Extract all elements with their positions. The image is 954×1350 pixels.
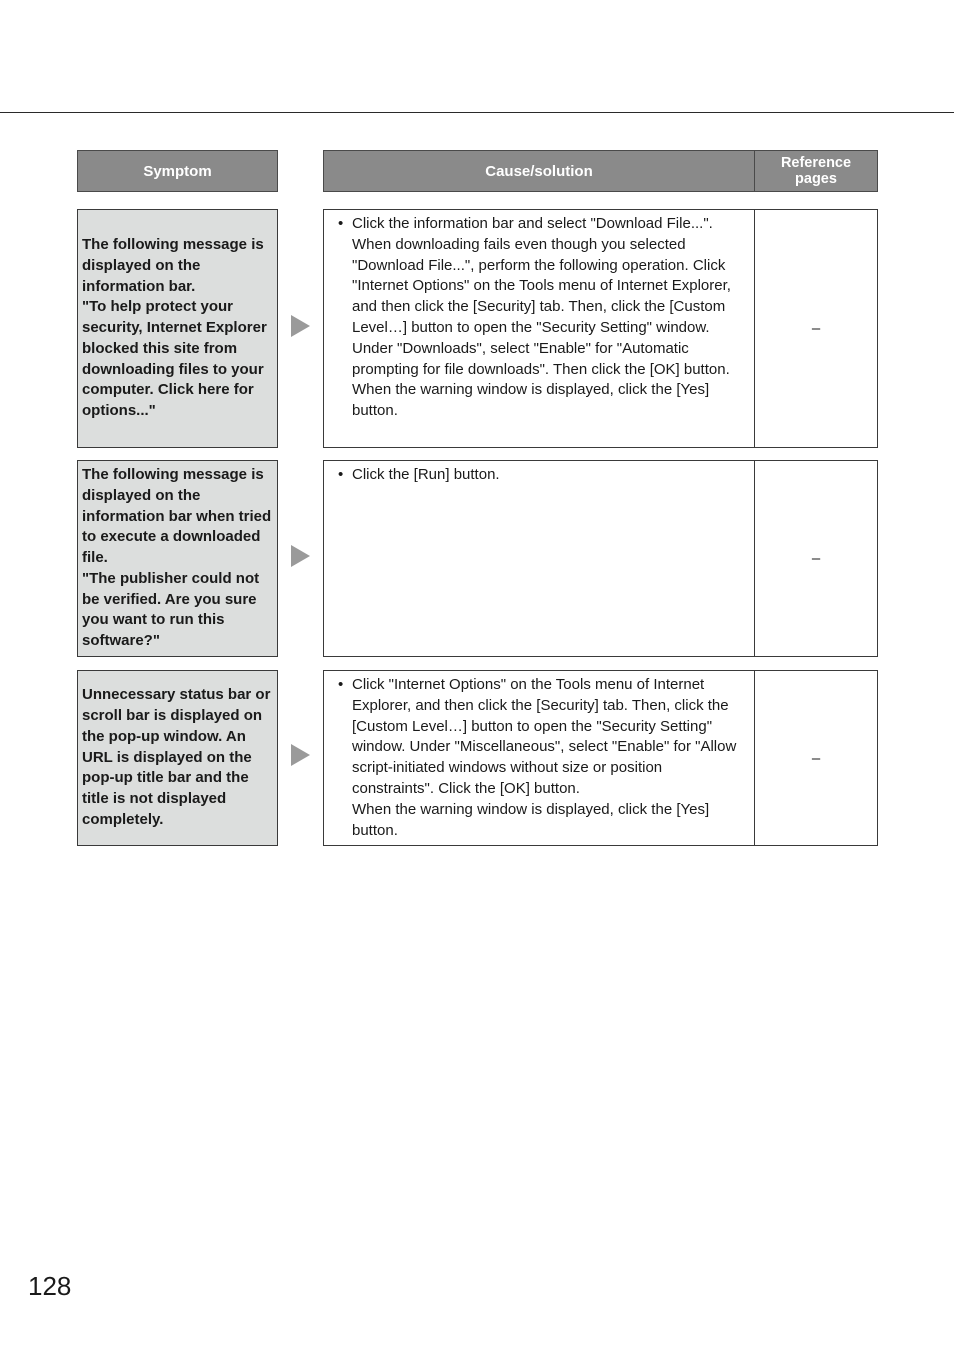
cause-bullet-item-3 (338, 675, 748, 841)
cause-box-3 (323, 670, 878, 846)
cause-text-1: Click the information bar and select "Download File...". When downloading fails even though you selected "Download File...", perform the following operation. Click "Internet Options" on the Tools menu of Internet Explorer, and then click the [Security] tab. Then, click the [Custom Level…] button to open the "Security Setting" window. Under "Downloads", select "Enable" for "Automatic prompting for file downloads". Then click the [OK] button. When the warning window is displayed, click the [Yes] button. (352, 215, 731, 420)
arrow-right-icon (291, 545, 310, 567)
symptom-cell-3 (77, 670, 278, 846)
cause-text-2: Click the [Run] button. (352, 466, 500, 483)
top-rule (0, 112, 954, 113)
arrow-right-icon (291, 744, 310, 766)
reference-cell-2 (755, 461, 877, 656)
cause-box-1 (323, 209, 878, 448)
bullet-icon: • (338, 676, 344, 693)
symptom-cell-1 (77, 209, 278, 448)
header-cause (323, 150, 755, 192)
symptom-text-3: Unnecessary status bar or scroll bar is displayed on the pop-up window. An URL is displayed on the pop-up title bar and the title is not displayed completely. (82, 686, 271, 828)
page-number: 128 (28, 1271, 72, 1301)
header-symptom-label: Symptom (143, 162, 212, 180)
header-cause-label: Cause/solution (485, 162, 593, 180)
bullet-icon: • (338, 215, 344, 232)
cause-bullet-item-2 (338, 465, 748, 486)
cause-cell-3 (324, 671, 755, 845)
reference-cell-3 (755, 671, 877, 845)
cause-text-3: Click "Internet Options" on the Tools menu of Internet Explorer, and then click the [Security] tab. Then, click the [Custom Level…] button to open the "Security Setting" window. Under "Miscellaneous", select "Enable" for "Allow script-initiated windows without size or position constraints". Click the [OK] button. When the warning window is displayed, click the [Yes] button. (352, 676, 737, 839)
cause-cell-2 (324, 461, 755, 656)
header-reference-line1: Reference (780, 155, 852, 171)
reference-text-2: – (811, 550, 821, 567)
header-reference (754, 150, 878, 192)
symptom-cell-2 (77, 460, 278, 657)
symptom-text-2: The following message is displayed on the information bar when tried to execute a downloaded file. "The publisher could not be verified. Are you sure you want to run this software?" (82, 465, 272, 650)
header-symptom (77, 150, 278, 192)
cause-box-2 (323, 460, 878, 657)
symptom-text-1: The following message is displayed on the information bar. "To help protect your security, Internet Explorer blocked this site from downloading files to your computer. Click here for options..." (82, 235, 267, 420)
cause-bullet-item-1 (338, 214, 748, 422)
arrow-right-icon (291, 315, 310, 337)
cause-cell-1 (324, 210, 755, 447)
bullet-icon: • (338, 466, 344, 483)
reference-text-3: – (811, 749, 821, 767)
header-reference-line2: pages (795, 171, 837, 187)
reference-text-1: – (811, 320, 821, 337)
reference-cell-1 (755, 210, 877, 447)
